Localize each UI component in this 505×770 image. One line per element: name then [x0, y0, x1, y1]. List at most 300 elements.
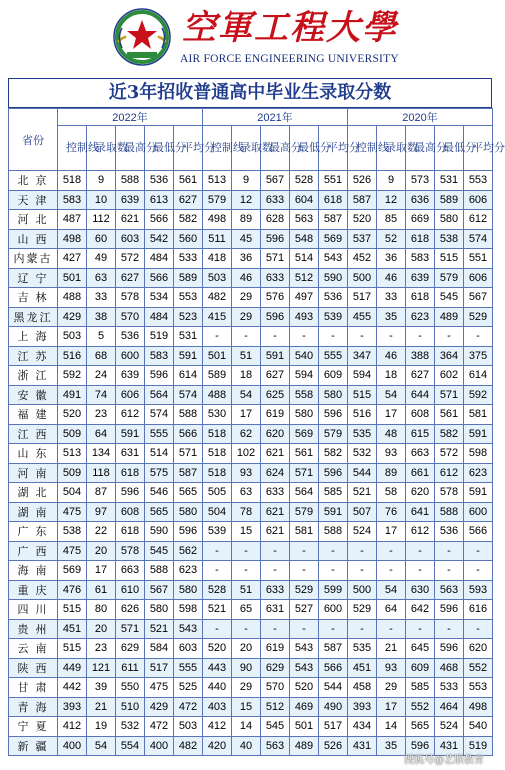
table-row	[9, 502, 493, 522]
score-cell: 644	[406, 385, 435, 405]
score-cell: 514	[290, 249, 319, 269]
score-cell: 543	[174, 619, 203, 639]
score-cell: 93	[377, 658, 406, 678]
score-cell: 631	[261, 600, 290, 620]
score-cell: 596	[435, 600, 464, 620]
score-cell: 612	[406, 522, 435, 542]
score-cell: 531	[435, 171, 464, 191]
score-cell: 567	[145, 580, 174, 600]
score-cell: 9	[377, 171, 406, 191]
score-cell: 521	[348, 483, 377, 503]
score-cell: 530	[203, 405, 232, 425]
score-cell: 452	[348, 249, 377, 269]
score-cell: 62	[232, 424, 261, 444]
table-row	[9, 229, 493, 249]
score-cell: 476	[58, 580, 87, 600]
score-cell: 569	[58, 561, 87, 581]
score-cell: -	[290, 619, 319, 639]
score-cell: 434	[348, 717, 377, 737]
score-cell: 594	[348, 366, 377, 386]
score-cell: 17	[232, 405, 261, 425]
province-cell: 河 北	[9, 210, 58, 230]
province-cell: 北 京	[9, 171, 58, 191]
score-cell: 600	[116, 346, 145, 366]
score-cell: 565	[145, 502, 174, 522]
score-cell: 526	[348, 171, 377, 191]
score-cell: 29	[232, 678, 261, 698]
score-cell: 641	[406, 502, 435, 522]
score-cell: 627	[116, 268, 145, 288]
score-cell: 582	[435, 424, 464, 444]
score-cell: 566	[464, 522, 493, 542]
score-cell: 520	[203, 639, 232, 659]
score-cell: 564	[290, 483, 319, 503]
table-row	[9, 424, 493, 444]
watermark: 搜狐号@艺联教育	[404, 755, 484, 766]
score-cell: 574	[145, 405, 174, 425]
score-cell: 484	[145, 307, 174, 327]
score-cell: 18	[377, 366, 406, 386]
score-cell: 442	[58, 678, 87, 698]
score-cell: 515	[58, 600, 87, 620]
score-cell: 636	[406, 190, 435, 210]
score-cell: 593	[464, 580, 493, 600]
score-cell: -	[377, 327, 406, 347]
province-cell: 江 苏	[9, 346, 58, 366]
score-cell: 610	[116, 580, 145, 600]
score-cell: 621	[261, 522, 290, 542]
score-cell: 620	[261, 424, 290, 444]
score-cell: -	[464, 619, 493, 639]
score-cell: 661	[406, 463, 435, 483]
score-cell: 575	[145, 463, 174, 483]
score-cell: 623	[464, 463, 493, 483]
score-cell: 606	[464, 190, 493, 210]
score-cell: 347	[348, 346, 377, 366]
province-cell: 上 海	[9, 327, 58, 347]
score-cell: 511	[203, 229, 232, 249]
score-cell: 17	[87, 561, 116, 581]
score-cell: 596	[319, 405, 348, 425]
score-cell: -	[377, 619, 406, 639]
score-cell: 533	[174, 249, 203, 269]
score-cell: 490	[319, 697, 348, 717]
province-cell: 内蒙古	[9, 249, 58, 269]
score-cell: 552	[464, 658, 493, 678]
score-cell: 10	[87, 190, 116, 210]
score-cell: 548	[290, 229, 319, 249]
province-cell: 四 川	[9, 600, 58, 620]
score-cell: 563	[435, 580, 464, 600]
score-cell: 551	[464, 249, 493, 269]
year-header-2020: 2020年	[348, 109, 493, 126]
metric-header-label: 控制线	[356, 141, 389, 154]
score-cell: 503	[174, 717, 203, 737]
score-cell: 451	[58, 619, 87, 639]
table-row	[9, 522, 493, 542]
score-cell: 17	[377, 522, 406, 542]
table-row	[9, 210, 493, 230]
score-cell: -	[377, 561, 406, 581]
score-cell: 509	[58, 424, 87, 444]
score-cell: 17	[377, 697, 406, 717]
score-cell: 527	[290, 600, 319, 620]
score-cell: 544	[348, 463, 377, 483]
score-cell: 587	[319, 639, 348, 659]
score-cell: 420	[203, 736, 232, 756]
score-cell: 543	[290, 639, 319, 659]
score-cell: -	[232, 541, 261, 561]
table-row	[9, 171, 493, 191]
metric-header-label: 最高分	[269, 141, 302, 154]
score-cell: 633	[261, 483, 290, 503]
score-cell: 639	[116, 190, 145, 210]
score-cell: 517	[319, 717, 348, 737]
score-cell: 545	[435, 288, 464, 308]
score-cell: 564	[145, 385, 174, 405]
table-row	[9, 346, 493, 366]
table-row	[9, 717, 493, 737]
province-cell: 安 徽	[9, 385, 58, 405]
score-cell: 498	[203, 210, 232, 230]
table-row	[9, 366, 493, 386]
score-cell: 35	[377, 307, 406, 327]
province-cell: 海 南	[9, 561, 58, 581]
score-cell: 102	[232, 444, 261, 464]
score-cell: 621	[261, 444, 290, 464]
score-cell: 614	[464, 366, 493, 386]
score-cell: 596	[406, 736, 435, 756]
page-title: 近3年招收普通高中毕业生录取分数	[108, 82, 392, 103]
score-cell: 427	[58, 249, 87, 269]
score-cell: 93	[377, 444, 406, 464]
score-cell: 524	[435, 717, 464, 737]
score-cell: -	[348, 619, 377, 639]
score-cell: 512	[290, 268, 319, 288]
table-body	[9, 171, 493, 756]
province-cell: 宁 夏	[9, 717, 58, 737]
score-cell: 583	[406, 249, 435, 269]
table-row	[9, 190, 493, 210]
score-cell: -	[203, 619, 232, 639]
score-cell: 89	[232, 210, 261, 230]
score-cell: 513	[203, 171, 232, 191]
score-cell: 536	[435, 522, 464, 542]
score-cell: 512	[261, 697, 290, 717]
score-cell: 618	[406, 229, 435, 249]
score-cell: 591	[464, 483, 493, 503]
score-cell: 39	[87, 678, 116, 698]
score-cell: -	[232, 327, 261, 347]
score-cell: -	[203, 541, 232, 561]
score-cell: 529	[290, 580, 319, 600]
score-cell: 571	[116, 619, 145, 639]
score-cell: 580	[174, 502, 203, 522]
score-cell: 629	[261, 658, 290, 678]
score-cell: 519	[145, 327, 174, 347]
score-cell: 555	[174, 658, 203, 678]
score-cell: 14	[377, 717, 406, 737]
score-cell: 48	[377, 424, 406, 444]
score-cell: 534	[145, 288, 174, 308]
score-cell: 529	[464, 307, 493, 327]
title-bar	[8, 78, 492, 108]
province-cell: 辽 宁	[9, 268, 58, 288]
score-cell: 551	[319, 171, 348, 191]
score-cell: 580	[145, 600, 174, 620]
score-cell: 579	[290, 502, 319, 522]
score-cell: 498	[58, 229, 87, 249]
score-cell: 63	[87, 268, 116, 288]
score-cell: 513	[58, 444, 87, 464]
score-cell: -	[319, 619, 348, 639]
score-cell: -	[203, 327, 232, 347]
province-cell: 山 东	[9, 444, 58, 464]
score-cell: 600	[319, 600, 348, 620]
score-cell: 475	[58, 541, 87, 561]
score-cell: 631	[116, 444, 145, 464]
score-cell: -	[406, 327, 435, 347]
score-cell: 524	[348, 522, 377, 542]
score-cell: 29	[232, 288, 261, 308]
score-cell: 580	[174, 580, 203, 600]
province-cell: 云 南	[9, 639, 58, 659]
score-cell: 400	[58, 736, 87, 756]
score-cell: 38	[87, 307, 116, 327]
score-cell: 20	[87, 541, 116, 561]
province-cell: 广 东	[9, 522, 58, 542]
score-cell: 112	[87, 210, 116, 230]
score-cell: -	[406, 541, 435, 561]
score-cell: -	[290, 561, 319, 581]
score-cell: -	[290, 327, 319, 347]
score-cell: 550	[116, 678, 145, 698]
score-cell: 591	[174, 346, 203, 366]
university-name-chinese: 空軍工程大學	[182, 8, 398, 48]
score-cell: 562	[174, 541, 203, 561]
province-column-header: 省份	[9, 109, 58, 171]
score-cell: 596	[116, 483, 145, 503]
score-cell: -	[261, 541, 290, 561]
province-cell: 浙 江	[9, 366, 58, 386]
score-cell: 579	[435, 268, 464, 288]
score-cell: 566	[174, 424, 203, 444]
score-cell: 536	[145, 171, 174, 191]
score-cell: 572	[116, 249, 145, 269]
score-cell: 588	[174, 405, 203, 425]
score-cell: 569	[290, 424, 319, 444]
score-cell: 514	[145, 444, 174, 464]
score-cell: 33	[377, 288, 406, 308]
score-cell: 545	[261, 717, 290, 737]
score-cell: 615	[406, 424, 435, 444]
score-cell: 588	[116, 171, 145, 191]
score-cell: 45	[232, 229, 261, 249]
score-cell: 40	[232, 736, 261, 756]
score-cell: 515	[58, 639, 87, 659]
table-row	[9, 639, 493, 659]
table-row	[9, 307, 493, 327]
score-cell: 570	[116, 307, 145, 327]
score-cell: 563	[261, 736, 290, 756]
score-cell: 498	[464, 697, 493, 717]
score-cell: 14	[232, 717, 261, 737]
score-cell: 561	[290, 444, 319, 464]
score-cell: 627	[261, 366, 290, 386]
score-cell: 469	[290, 697, 319, 717]
score-cell: 571	[174, 444, 203, 464]
score-cell: 553	[464, 678, 493, 698]
score-cell: 23	[87, 405, 116, 425]
score-cell: 588	[145, 561, 174, 581]
metric-header-label: 最高分	[414, 141, 447, 154]
score-cell: 618	[116, 463, 145, 483]
score-cell: 501	[58, 268, 87, 288]
air-force-emblem-icon	[113, 8, 171, 66]
score-cell: 599	[319, 580, 348, 600]
score-cell: 566	[145, 210, 174, 230]
score-cell: -	[406, 561, 435, 581]
score-cell: 364	[435, 346, 464, 366]
score-cell: 60	[87, 229, 116, 249]
score-cell: 633	[261, 190, 290, 210]
score-cell: 571	[290, 463, 319, 483]
score-cell: 501	[290, 717, 319, 737]
score-cell: 525	[174, 678, 203, 698]
score-cell: 90	[232, 658, 261, 678]
score-cell: 429	[145, 697, 174, 717]
score-cell: 589	[435, 190, 464, 210]
score-cell: 596	[145, 366, 174, 386]
score-cell: 604	[290, 190, 319, 210]
table-row	[9, 405, 493, 425]
score-cell: 464	[435, 697, 464, 717]
score-cell: -	[348, 561, 377, 581]
table-row	[9, 483, 493, 503]
score-cell: 616	[464, 600, 493, 620]
score-cell: 592	[464, 385, 493, 405]
score-cell: 539	[319, 307, 348, 327]
table-row	[9, 658, 493, 678]
score-cell: -	[348, 327, 377, 347]
score-cell: -	[464, 541, 493, 561]
score-cell: 596	[174, 522, 203, 542]
score-cell: 619	[261, 405, 290, 425]
score-cell: 46	[377, 268, 406, 288]
score-cell: 642	[406, 600, 435, 620]
score-cell: 64	[87, 424, 116, 444]
table-row	[9, 697, 493, 717]
score-cell: 22	[87, 522, 116, 542]
score-cell: 455	[348, 307, 377, 327]
score-cell: 29	[377, 678, 406, 698]
score-cell: 553	[464, 171, 493, 191]
score-cell: 487	[58, 210, 87, 230]
score-cell: 578	[435, 483, 464, 503]
score-cell: 544	[319, 678, 348, 698]
score-cell: 78	[232, 502, 261, 522]
metric-header-label: 最低分	[298, 141, 331, 154]
year-header-2021: 2021年	[203, 109, 348, 126]
score-cell: -	[290, 541, 319, 561]
score-cell: 58	[377, 483, 406, 503]
score-cell: 618	[116, 522, 145, 542]
province-cell: 福 建	[9, 405, 58, 425]
score-cell: 585	[319, 483, 348, 503]
score-cell: 609	[319, 366, 348, 386]
table-row	[9, 268, 493, 288]
score-cell: -	[319, 561, 348, 581]
score-cell: 588	[319, 522, 348, 542]
score-cell: 538	[58, 522, 87, 542]
score-cell: 388	[406, 346, 435, 366]
score-cell: 472	[145, 717, 174, 737]
score-cell: 451	[348, 658, 377, 678]
score-cell: 489	[435, 307, 464, 327]
score-cell: 505	[203, 483, 232, 503]
metric-header-label: 平均分	[327, 141, 360, 154]
score-cell: 663	[406, 444, 435, 464]
score-cell: 627	[406, 366, 435, 386]
table-row	[9, 600, 493, 620]
score-cell: 596	[261, 229, 290, 249]
province-cell: 广 西	[9, 541, 58, 561]
score-cell: 412	[203, 717, 232, 737]
score-cell: 600	[464, 502, 493, 522]
score-cell: 555	[145, 424, 174, 444]
score-cell: 440	[203, 678, 232, 698]
score-cell: 591	[464, 424, 493, 444]
province-cell: 吉 林	[9, 288, 58, 308]
score-cell: 516	[58, 346, 87, 366]
score-cell: 36	[377, 249, 406, 269]
score-cell: 571	[435, 385, 464, 405]
score-cell: 561	[174, 171, 203, 191]
score-cell: -	[435, 561, 464, 581]
score-cell: 519	[464, 736, 493, 756]
score-cell: 532	[348, 444, 377, 464]
score-cell: 504	[58, 483, 87, 503]
score-cell: 587	[174, 463, 203, 483]
score-cell: 12	[232, 190, 261, 210]
score-cell: 611	[116, 658, 145, 678]
score-cell: 68	[87, 346, 116, 366]
score-cell: 500	[348, 268, 377, 288]
score-cell: 488	[203, 385, 232, 405]
year-header-row	[9, 109, 493, 126]
score-cell: -	[232, 619, 261, 639]
score-cell: 49	[87, 249, 116, 269]
score-cell: 517	[145, 658, 174, 678]
score-cell: 569	[319, 229, 348, 249]
score-cell: 591	[261, 346, 290, 366]
score-cell: 528	[203, 580, 232, 600]
score-cell: 510	[116, 697, 145, 717]
score-cell: 17	[377, 405, 406, 425]
score-cell: 594	[290, 366, 319, 386]
score-cell: 536	[116, 327, 145, 347]
score-cell: 543	[290, 658, 319, 678]
province-cell: 山 西	[9, 229, 58, 249]
score-cell: 21	[87, 697, 116, 717]
score-cell: 526	[319, 736, 348, 756]
score-cell: 20	[87, 619, 116, 639]
score-cell: 535	[348, 424, 377, 444]
province-cell: 陕 西	[9, 658, 58, 678]
score-cell: 627	[174, 190, 203, 210]
score-cell: 118	[87, 463, 116, 483]
score-cell: 590	[319, 268, 348, 288]
